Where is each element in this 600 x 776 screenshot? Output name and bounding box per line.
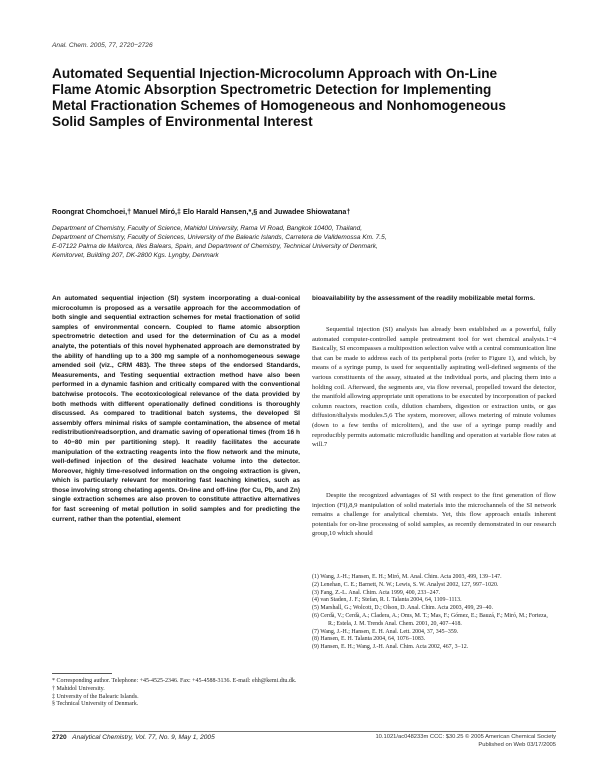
footnote-affiliation: † Mahidol University.: [52, 685, 105, 692]
introduction-paragraph-1: [312, 325, 556, 450]
article-title: Automated Sequential Injection-Microcolumn Approach with On-Line Flame Atomic Absorption Spectrometric Detection for Implementing Metal Fractionation Schemes of Homogeneous and Nonhomogeneous Solid Samples of Environmental Interest: [52, 66, 506, 129]
footer-divider: [52, 731, 556, 732]
intro-paragraph: Sequential injection (SI) analysis has already been established as a powerful, fully automated computer-controlled sample pretreatment tool for wet chemical analysis.1−4 Basically, SI encompasses a multiposition selection valve with a central communication line that can be made to address each of its peripheral ports (refer to Figure 1), and which, by means of a syringe pump, is used for sequentially aspirating well-defined segments of the various constituents of the assay, situated at the individual ports, and placing them into a holding coil. Afterward, the segments are, via flow reversal, propelled toward the detector, the manifold allowing appropriate unit operations to be executed by incorporation of packed column reactors, reaction coils, dilution chambers, digestion or extraction units, or gas diffusion/dialysis modules.5,6 The system, moreover, allows metering of minute volumes (down to a few tenths of microliters), and the use of a syringe pump readily and reproducibly permits automatic microfluidic handling and operation at variable flow rates at will.7: [312, 326, 556, 449]
reference-item: (4) van Staden, J. F.; Stefan, R. I. Talanta 2004, 64, 1109−1113.: [312, 597, 462, 604]
reference-item: (3) Fang, Z.-L. Anal. Chim. Acta 1999, 400, 233−247.: [312, 589, 440, 596]
author-footnotes: [52, 673, 300, 709]
footnote-corresponding: * Corresponding author. Telephone: +45-4525-2346. Fax: +45-4588-3136. E-mail: ehh@kemi.dtu.dk.: [52, 678, 297, 684]
introduction-paragraph-2: Despite the recognized advantages of SI with respect to the first generation of flow injection (FI),8,9 manipulation of solid materials into the microchannels of the SI network remains a challenge for analytical chemists. Yet, this flow approach entails inherent potentials for on-line processing of solid samples, as recently demonstrated in our research group,10 which should: [312, 492, 556, 538]
reference-item: (1) Wang, J.-H.; Hansen, E. H.; Miró, M. Anal. Chim. Acta 2003, 499, 139−147.: [312, 574, 502, 580]
abstract-continued: bioavailability by the assessment of the readily mobilizable metal forms.: [312, 295, 535, 302]
journal-issue: Analytical Chemistry, Vol. 77, No. 9, May 1, 2005: [72, 734, 215, 741]
reference-list: [312, 574, 556, 652]
doi-copyright: 10.1021/ac048233m CCC: $30.25 © 2005 American Chemical Society: [375, 734, 556, 740]
affiliation-line: E-07122 Palma de Mallorca, Illes Balears, Spain, and Department of Chemistry, Technical University of Denmark,: [52, 243, 378, 250]
page-footer-left: [52, 734, 215, 741]
footnote-affiliation: ‡ University of the Balearic Islands.: [52, 693, 139, 700]
page-number: 2720: [52, 734, 67, 741]
reference-item: (8) Hansen, E. H. Talanta 2004, 64, 1076−1083.: [312, 636, 426, 643]
footnote-affiliation: § Technical University of Denmark.: [52, 701, 139, 708]
affiliations: [52, 224, 552, 260]
reference-item: (6) Cerdà, V.; Cerdà, A.; Cladera, A.; Oms, M. T.; Mas, F.; Gómez, E.; Bauzá, F.; Miró, M.; Forteza, R.; Estela, J. M. Trends Anal. Chem. 2001, 20, 407−418.: [312, 612, 548, 627]
affiliation-line: Department of Chemistry, Faculty of Sciences, University of the Balearic Islands, Carretera de Valldemossa Km. 7.5,: [52, 234, 387, 241]
affiliation-line: Kemitorvet, Building 207, DK-2800 Kgs. Lyngby, Denmark: [52, 252, 219, 259]
journal-citation-header: Anal. Chem. 2005, 77, 2720−2726: [52, 42, 153, 49]
reference-item: (2) Lenehan, C. E.; Barnett, N. W.; Lewis, S. W. Analyst 2002, 127, 997−1020.: [312, 581, 499, 588]
publication-date: Published on Web 03/17/2005: [478, 741, 556, 748]
abstract-text: An automated sequential injection (SI) system incorporating a dual-conical microcolumn is proposed as a versatile approach for the accommodation of both single and sequential extraction schemes for metal fractionation of solid samples of environmental concern. Coupled to flame atomic absorption spectrometric detection and used for the determination of Cu as a model analyte, the potentials of this novel hyphenated approach are demonstrated by the ability of handling up to a 300 mg sample of a nonhomogeneous sewage amended soil (viz., CRM 483). The three steps of the endorsed Standards, Measurements, and Testing sequential extraction method have also been performed in a dynamic fashion and critically compared with the conventional batchwise protocols. The ecotoxicological relevance of the data provided by both methods with different operationally defined conditions is thoroughly discussed. As compared to traditional batch systems, the developed SI assembly offers minimal risks of sample contamination, the absence of metal redistribution/readsorption, and dramatic saving of operational times (from 16 h to 40−80 min per partitioning step). It readily facilitates the accurate manipulation of the extracting reagents into the flow network and the minute, well-defined injection of the desired leachate volume into the detector. Moreover, highly time-resolved information on the ongoing extraction is given, which is particularly relevant for monitoring fast leaching kinetics, such as those involving strong chelating agents. On-line and off-line (for Cu, Pb, and Zn) single extraction schemes are also proven to constitute attractive alternatives for fast screening of metal pollution in solid samples and for predicting the current, rather than the potential, element: [52, 295, 300, 523]
author-list: Roongrat Chomchoei,† Manuel Miró,‡ Elo Harald Hansen,*,§ and Juwadee Shiowatana†: [52, 207, 351, 216]
reference-item: (7) Wang, J.-H.; Hansen, E. H. Anal. Lett. 2004, 37, 345−359.: [312, 628, 459, 635]
reference-item: (5) Marshall, G.; Wolcott, D.; Olson, D. Anal. Chim. Acta 2003, 499, 29−40.: [312, 605, 493, 612]
reference-item: (9) Hansen, E. H.; Wang, J.-H. Anal. Chim. Acta 2002, 467, 3−12.: [312, 644, 469, 651]
footnote-divider: [52, 673, 112, 674]
affiliation-line: Department of Chemistry, Faculty of Science, Mahidol University, Rama VI Road, Bangkok 10400, Thailand,: [52, 225, 363, 232]
page-footer-right: [340, 734, 556, 749]
